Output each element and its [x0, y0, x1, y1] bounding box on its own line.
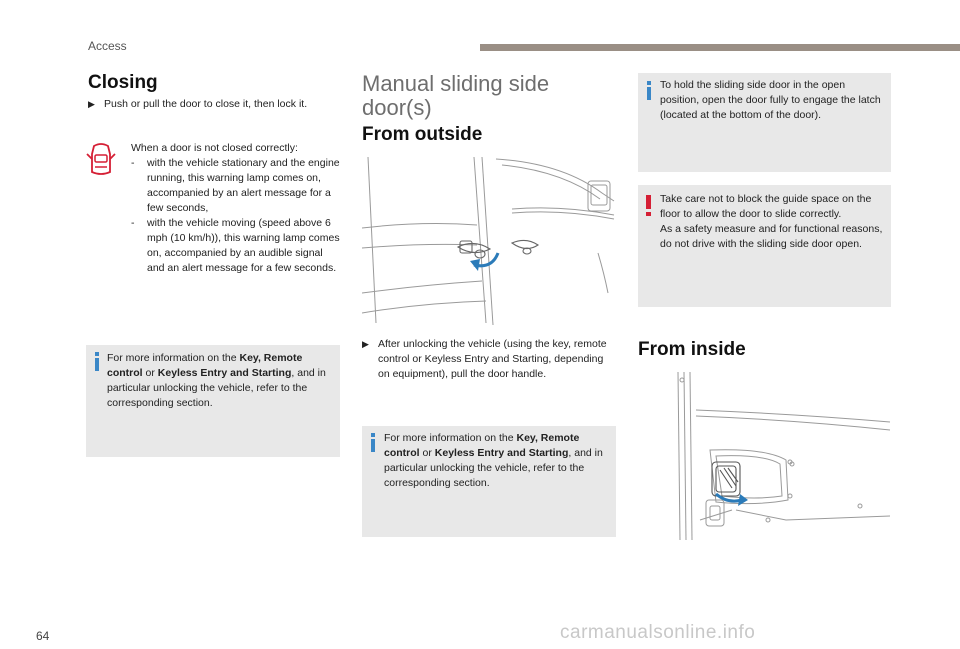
outside-door-illustration — [362, 153, 616, 328]
from-inside-title: From inside — [638, 339, 746, 360]
from-outside-info-text: For more information on the Key, Remote control or Keyless Entry and Starting, and in particular unlocking the vehicle, refer to the corresponding section. — [384, 432, 603, 489]
closing-warning — [131, 141, 341, 276]
header-bar — [480, 44, 960, 51]
list-item: - with the vehicle stationary and the engine running, this warning lamp comes on, accompanied by an alert message for a few seconds, — [131, 157, 340, 214]
section-label: Access — [88, 39, 127, 53]
closing-info-text: For more information on the Key, Remote control or Keyless Entry and Starting, and in particular unlocking the vehicle, refer to the corresponding section. — [107, 352, 326, 409]
guide-space-warning-box — [638, 185, 891, 307]
warning-icon — [646, 195, 651, 209]
step-arrow-icon: ▶ — [362, 339, 369, 349]
closing-warning-intro: When a door is not closed correctly: — [131, 142, 298, 154]
guide-space-warning-text: Take care not to block the guide space on the floor to allow the door to slide correctly. As a safety measure and for functional reasons, do not drive with the sliding side door open. — [660, 193, 883, 250]
from-outside-title: From outside — [362, 124, 483, 145]
hold-door-info-text: To hold the sliding side door in the open position, open the door fully to engage the latch (located at the bottom of the door). — [660, 79, 881, 121]
info-icon — [371, 433, 375, 437]
closing-step — [88, 97, 346, 112]
from-outside-info-box — [362, 426, 616, 537]
info-icon — [647, 81, 651, 85]
closing-title: Closing — [88, 72, 158, 93]
door-open-warning-icon — [86, 142, 116, 178]
from-outside-step — [362, 337, 612, 382]
closing-step-text: Push or pull the door to close it, then lock it. — [104, 98, 308, 110]
manual-sliding-door-title: Manual sliding side door(s) — [362, 71, 550, 120]
watermark: carmanualsonline.info — [560, 622, 756, 643]
closing-info-box — [86, 345, 340, 457]
inside-door-illustration — [676, 370, 892, 542]
from-outside-step-text: After unlocking the vehicle (using the key, remote control or Keyless Entry and Starting, depending on equipment), pull the door handle. — [378, 338, 607, 380]
hold-door-info-box — [638, 73, 891, 172]
info-icon — [95, 352, 99, 356]
page-number: 64 — [36, 629, 50, 643]
list-item: - with the vehicle moving (speed above 6 mph (10 km/h)), this warning lamp comes on, accompanied by an audible signal and an alert message for a few seconds. — [131, 217, 340, 274]
step-arrow-icon: ▶ — [88, 99, 95, 109]
